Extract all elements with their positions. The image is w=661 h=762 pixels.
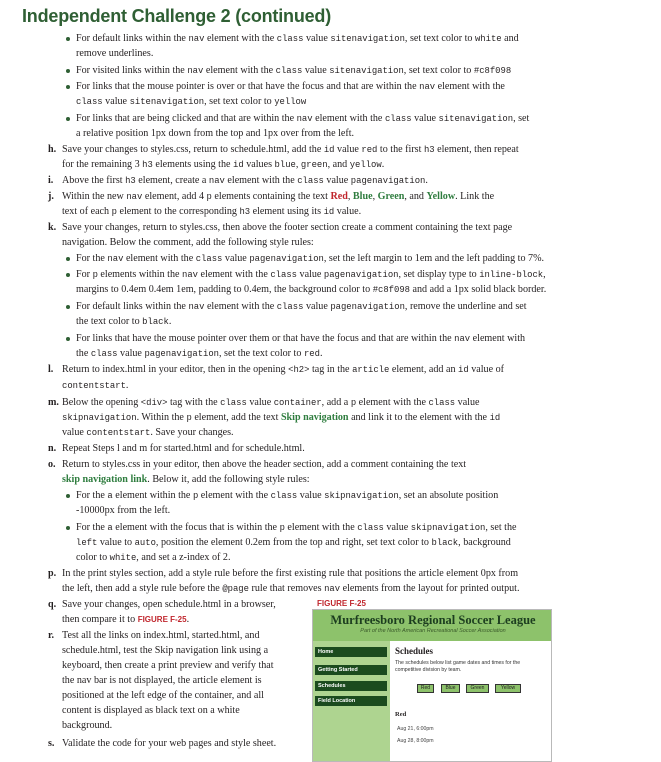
step-i: Above the first h3 element, create a nav element with the class value pagenavigation. <box>62 175 428 186</box>
figure-btn-yellow: Yellow <box>495 684 521 693</box>
step-k-bullet-2-cont: margins to 0.4em 0.4em 1em, padding to 0.4em, the background color to #c8f098 and add a 1px solid black border. <box>76 284 547 295</box>
step-j: Within the new nav element, add 4 p elements containing the text Red, Blue, Green, and Yellow. Link the <box>62 191 495 202</box>
step-g-bullet-2: For visited links within the nav element with the class value sitenavigation, set text color to #c8f098 <box>76 64 511 78</box>
step-r-6: content is displayed as black text on a white <box>62 705 240 716</box>
figure-nav-getting-started: Getting Started <box>315 665 387 675</box>
step-l-label: l. <box>48 364 54 375</box>
figure-screenshot <box>312 609 552 762</box>
step-o-bullet-1: For the a element within the p element with the class value skipnavigation, set an absolute position <box>76 489 498 503</box>
step-k-label: k. <box>48 222 57 233</box>
step-o-bullet-2-cont-1: left value to auto, position the element 0.2em from the top and right, set text color to black, background <box>76 537 511 548</box>
step-s-label: s. <box>48 738 55 749</box>
step-o-bullet-1-cont: -10000px from the left. <box>76 505 171 516</box>
figure-section-red: Red <box>395 711 407 718</box>
step-g-bullet-3: For links that the mouse pointer is over or that have the focus and that are within the nav element with the <box>76 80 505 94</box>
step-m-cont-1: skipnavigation. Within the p element, add the text Skip navigation and link it to the element with the id <box>62 412 501 423</box>
step-r-1: Test all the links on index.html, started.html, and <box>62 630 260 641</box>
figure-nav-home: Home <box>315 647 387 657</box>
step-k-bullet-4-cont: the class value pagenavigation, set the text color to red. <box>76 348 323 359</box>
step-o-cont: skip navigation link. Below it, add the following style rules: <box>62 474 310 485</box>
figure-heading: Schedules <box>395 646 434 656</box>
step-o: Return to styles.css in your editor, then above the header section, add a comment containing the text <box>62 459 467 470</box>
figure-nav-schedules: Schedules <box>315 681 387 691</box>
page-title: Independent Challenge 2 (continued) <box>22 6 332 26</box>
figure-date-1: Aug 21, 6:00pm <box>397 726 434 732</box>
step-g-bullet-4-cont: a relative position 1px down from the top and 1px over from the left. <box>76 128 355 139</box>
step-h-label: h. <box>48 144 57 155</box>
step-g-bullet-3-cont: class value sitenavigation, set text color to yellow <box>76 96 307 107</box>
step-i-label: i. <box>48 175 54 186</box>
step-k-bullet-2: For p elements within the nav element with the class value pagenavigation, set display type to inline-block, <box>76 268 546 282</box>
figure-site-title: Murfreesboro Regional Soccer League <box>330 613 536 627</box>
step-j-label: j. <box>48 191 54 202</box>
step-n-label: n. <box>48 443 57 454</box>
step-k-bullet-3-cont: the text color to black. <box>76 316 172 327</box>
step-o-bullet-2-cont-2: color to white, and set a z-index of 2. <box>76 552 231 563</box>
step-r-label: r. <box>48 630 55 641</box>
step-k-bullet-4: For links that have the mouse pointer over them or that have the focus and that are within the nav element with <box>76 332 525 346</box>
step-h: Save your changes to styles.css, return to schedule.html, add the id value red to the first h3 element, then repeat <box>62 144 519 155</box>
step-q-cont: then compare it to FIGURE F-25. <box>62 614 190 625</box>
step-m: Below the opening <div> tag with the class value container, add a p element with the class value <box>62 397 480 408</box>
step-r-4: the nav bar is not displayed, the article element is <box>62 675 262 686</box>
figure-btn-green: Green <box>466 684 489 693</box>
step-k-bullet-3: For default links within the nav element with the class value pagenavigation, remove the underline and set <box>76 300 527 314</box>
figure-btn-red: Red <box>417 684 434 693</box>
step-k: Save your changes, return to styles.css, then above the footer section create a comment containing the text page <box>62 222 513 233</box>
step-p: In the print styles section, add a style rule before the first existing rule that positions the article element 0px from <box>62 568 519 579</box>
step-k-bullet-1: For the nav element with the class value pagenavigation, set the left margin to 1em and the left padding to 7%. <box>76 252 544 266</box>
step-h-cont: for the remaining 3 h3 elements using the id values blue, green, and yellow. <box>62 159 385 170</box>
step-o-label: o. <box>48 459 56 470</box>
step-g-bullet-1-cont: remove underlines. <box>76 48 154 59</box>
step-o-bullet-2: For the a element with the focus that is within the p element with the class value skipnavigation, set the <box>76 521 516 535</box>
step-r-5: positioned at the left edge of the container, and all <box>62 690 264 701</box>
step-p-cont: the left, then add a style rule before the @page rule that removes nav elements from the layout for printed output. <box>62 583 520 594</box>
step-g-bullet-1: For default links within the nav element with the class value sitenavigation, set text color to white and <box>76 32 519 46</box>
figure-site-subtitle: Part of the North American Recreational Soccer Association <box>360 628 506 634</box>
step-l-cont: contentstart. <box>62 380 129 391</box>
step-r-3: keyboard, then create a print preview and verify that <box>62 660 274 671</box>
step-k-cont: navigation. Below the comment, add the following style rules: <box>62 237 314 248</box>
step-q-label: q. <box>48 599 57 610</box>
step-g-bullet-4: For links that are being clicked and that are within the nav element with the class value sitenavigation, set <box>76 112 529 126</box>
step-l: Return to index.html in your editor, then in the opening <h2> tag in the article element, add an id value of <box>62 364 505 375</box>
figure-description: The schedules below list game dates and times for the competitive division by team. <box>395 660 521 673</box>
figure-date-2: Aug 28, 8:00pm <box>397 738 434 744</box>
step-n: Repeat Steps l and m for started.html and for schedule.html. <box>62 443 305 454</box>
figure-nav-field-location: Field Location <box>315 696 387 706</box>
step-m-cont-2: value contentstart. Save your changes. <box>62 427 234 438</box>
figure-label: FIGURE F-25 <box>317 599 366 608</box>
step-j-cont: text of each p element to the corresponding h3 element using its id value. <box>62 206 362 217</box>
figure-btn-blue: Blue <box>441 684 460 693</box>
step-p-label: p. <box>48 568 57 579</box>
step-s: Validate the code for your web pages and style sheet. <box>62 738 277 749</box>
step-m-label: m. <box>48 397 59 408</box>
step-q: Save your changes, open schedule.html in a browser, <box>62 599 276 610</box>
step-r-7: background. <box>62 720 113 731</box>
step-r-2: schedule.html, test the Skip navigation link using a <box>62 645 269 656</box>
